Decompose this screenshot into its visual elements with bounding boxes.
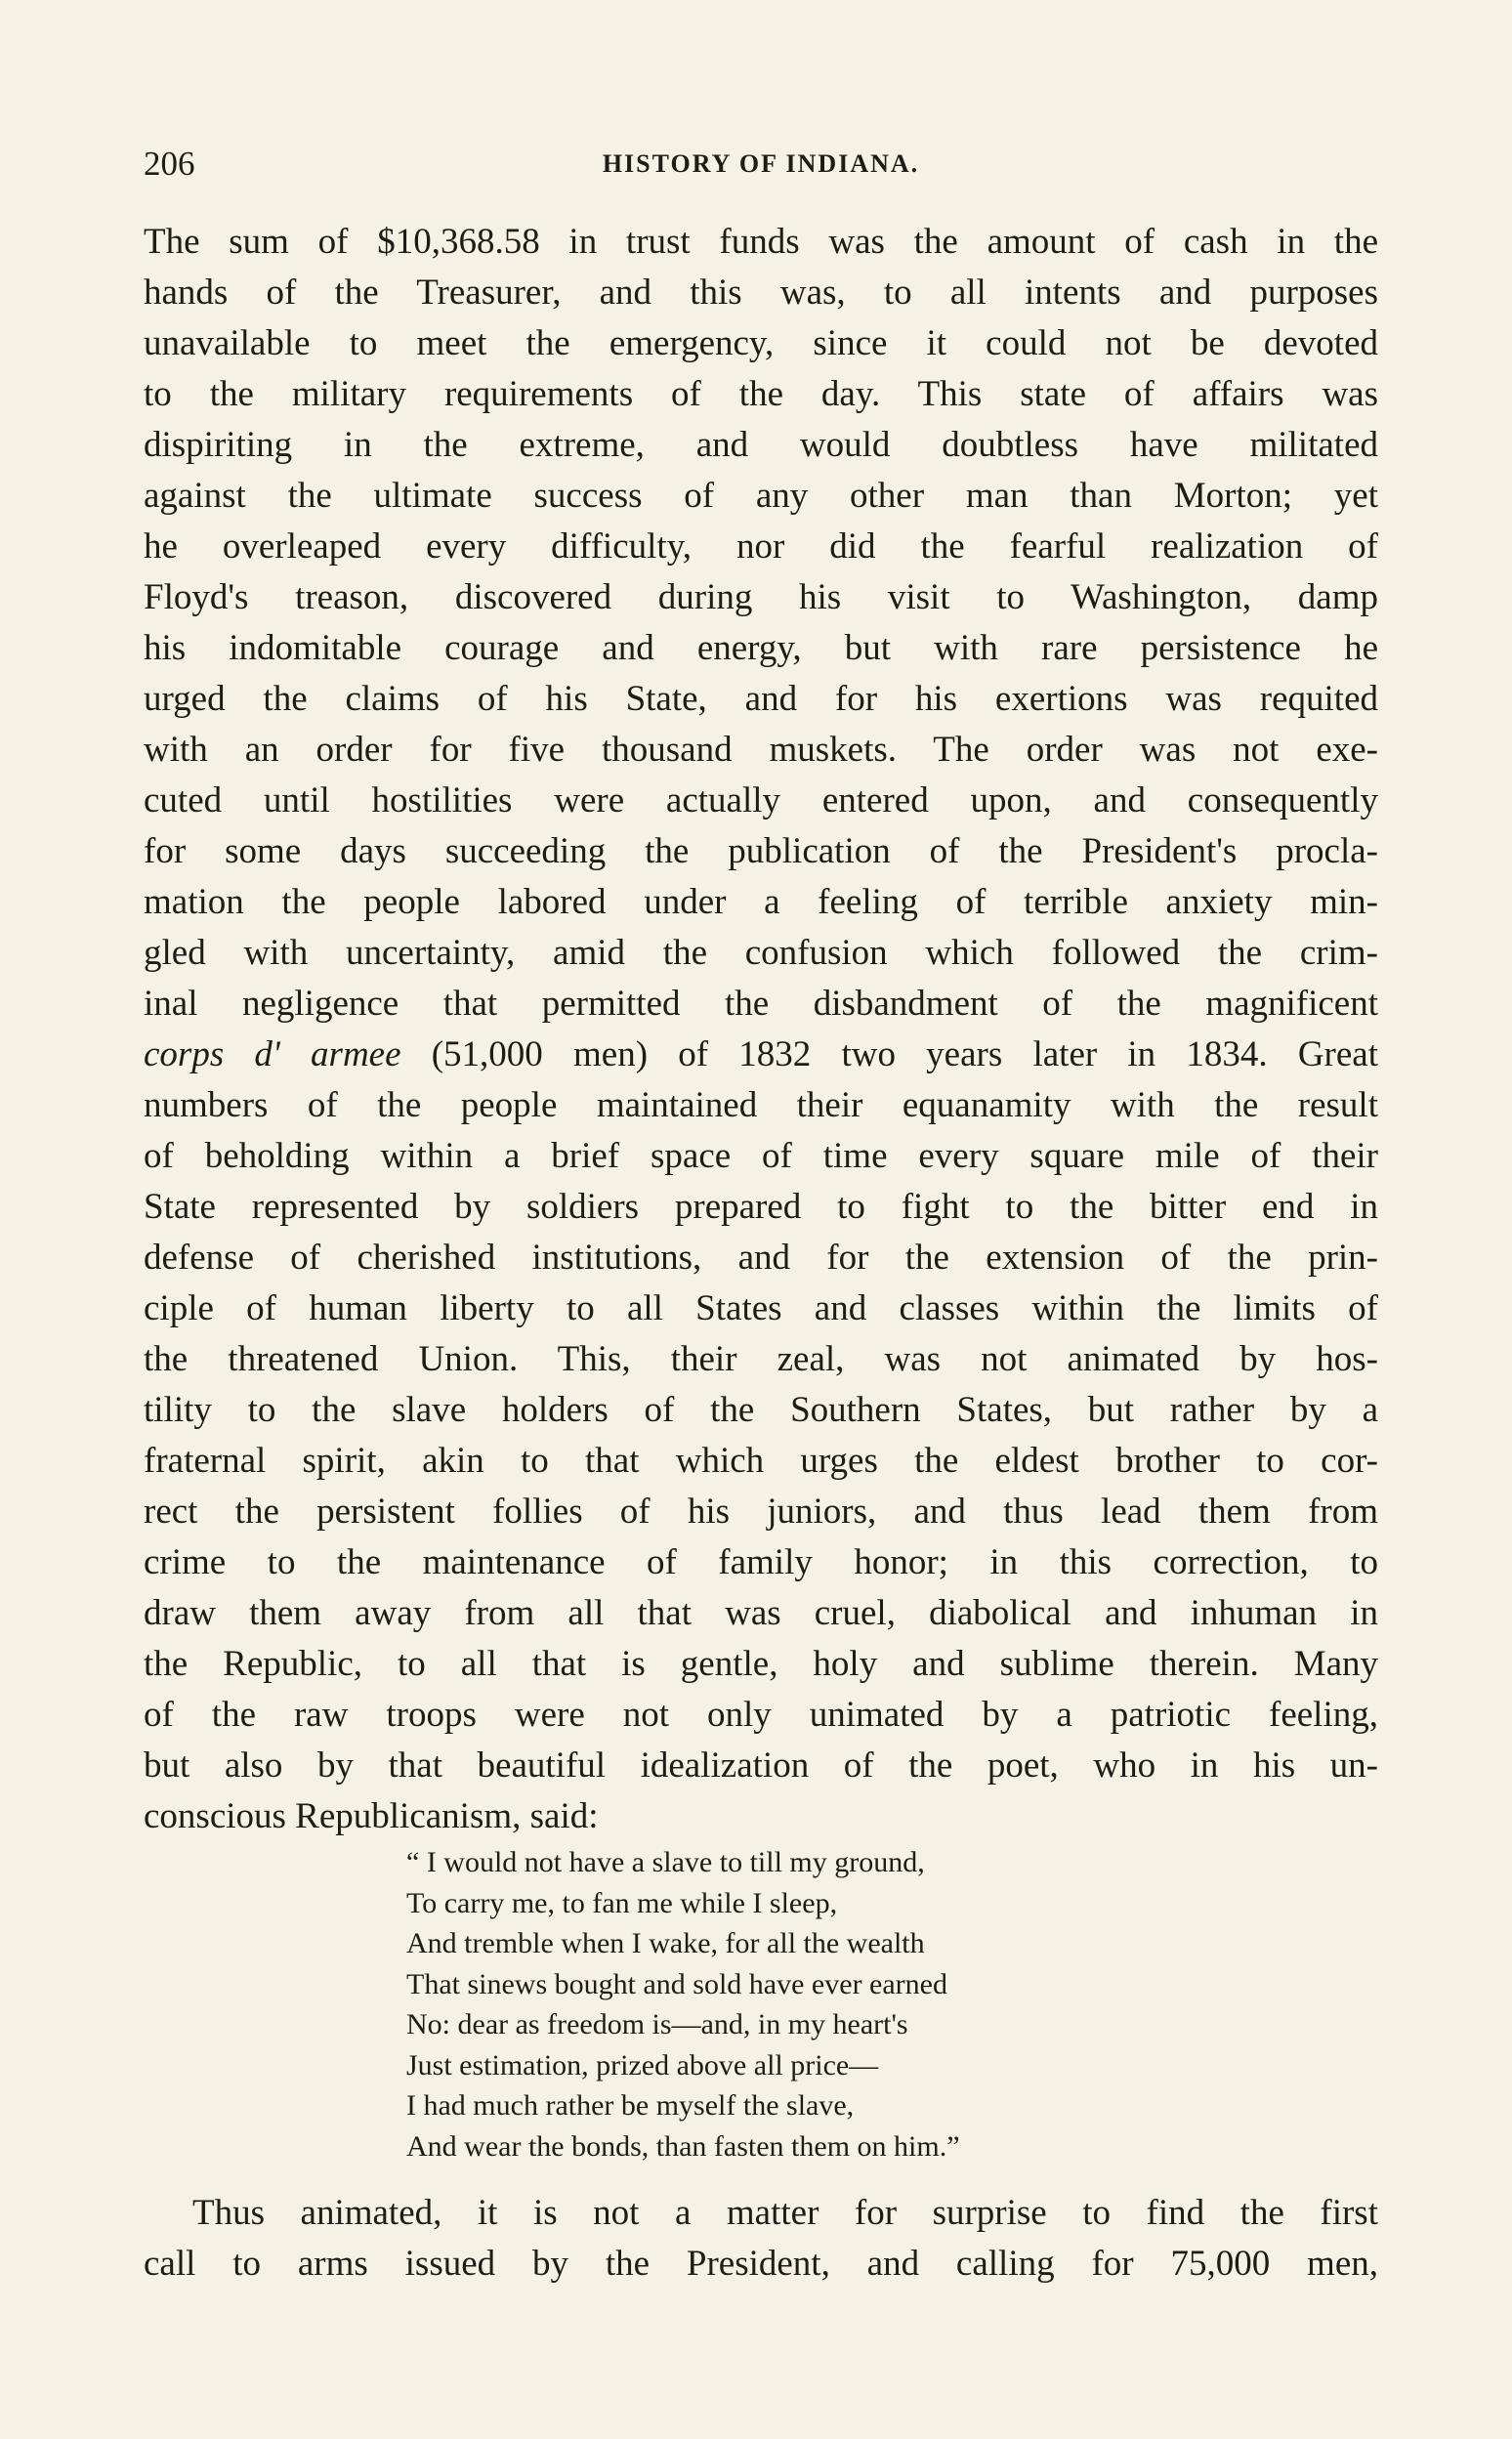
poem-line: And wear the bonds, than fasten them on him.”: [406, 2129, 960, 2163]
text-line: for some days succeeding the publication of the President's procla-: [144, 831, 1378, 871]
text-line: inal negligence that permitted the disbandment of the magnificent: [144, 984, 1378, 1024]
text-line: State represented by soldiers prepared to fight to the bitter end in: [144, 1187, 1378, 1227]
running-head: [144, 140, 1378, 189]
text-line-rest: (51,000 men) of 1832 two years later in 1834. Great: [431, 1034, 1378, 1074]
italic-phrase: corps d' armee: [144, 1034, 401, 1074]
poem-line: To carry me, to fan me while I sleep,: [406, 1886, 838, 1919]
text-line: the threatened Union. This, their zeal, was not animated by hos-: [144, 1339, 1378, 1379]
text-line: hands of the Treasurer, and this was, to all intents and purposes: [144, 273, 1378, 313]
text-line: rect the persistent follies of his juniors, and thus lead them from: [144, 1492, 1378, 1532]
text-line: against the ultimate success of any other man than Morton; yet: [144, 476, 1378, 516]
text-line: dispiriting in the extreme, and would doubtless have militated: [144, 425, 1378, 465]
poem-line: That sinews bought and sold have ever earned: [406, 1967, 947, 2000]
text-line: tility to the slave holders of the Southern States, but rather by a: [144, 1390, 1378, 1430]
text-line: to the military requirements of the day. This state of affairs was: [144, 374, 1378, 414]
text-line: with an order for five thousand muskets. The order was not exe-: [144, 730, 1378, 770]
text-line: crime to the maintenance of family honor; in this correction, to: [144, 1542, 1378, 1582]
poem-line: Just estimation, prized above all price—: [406, 2048, 879, 2082]
text-line: cuted until hostilities were actually entered upon, and consequently: [144, 780, 1378, 820]
text-line: his indomitable courage and energy, but with rare persistence he: [144, 628, 1378, 668]
text-line: Floyd's treason, discovered during his visit to Washington, damp: [144, 577, 1378, 617]
text-line: mation the people labored under a feeling of terrible anxiety min-: [144, 882, 1378, 922]
text-line: urged the claims of his State, and for his exertions was requited: [144, 679, 1378, 719]
text-line: call to arms issued by the President, and calling for 75,000 men,: [144, 2244, 1378, 2284]
text-line: gled with uncertainty, amid the confusion which followed the crim-: [144, 933, 1378, 973]
text-line-with-italic: [144, 1030, 1378, 1080]
text-line: he overleaped every difficulty, nor did the fearful realization of: [144, 526, 1378, 567]
text-line: Thus animated, it is not a matter for surprise to find the first: [192, 2193, 1378, 2233]
poem-line: I had much rather be myself the slave,: [406, 2089, 855, 2122]
text-line: of beholding within a brief space of time every square mile of their: [144, 1136, 1378, 1176]
text-line: but also by that beautiful idealization of the poet, who in his un-: [144, 1745, 1378, 1786]
page-number: 206: [144, 145, 195, 183]
paragraph-1: [144, 217, 1378, 1842]
poem-quotation: [406, 1842, 1168, 2166]
text-line: unavailable to meet the emergency, since it could not be devoted: [144, 323, 1378, 363]
poem-line: “ I would not have a slave to till my ground,: [406, 1846, 925, 1878]
text-line: ciple of human liberty to all States and classes within the limits of: [144, 1288, 1378, 1328]
poem-line: And tremble when I wake, for all the wealth: [406, 1927, 925, 1959]
text-line: numbers of the people maintained their equanamity with the result: [144, 1085, 1378, 1125]
running-title: HISTORY OF INDIANA.: [602, 149, 920, 178]
text-line: conscious Republicanism, said:: [144, 1796, 599, 1836]
text-line: the Republic, to all that is gentle, holy and sublime therein. Many: [144, 1644, 1378, 1684]
paragraph-2: [144, 2188, 1378, 2290]
text-line: defense of cherished institutions, and for the extension of the prin-: [144, 1238, 1378, 1278]
poem-line: No: dear as freedom is—and, in my heart's: [406, 2008, 908, 2040]
text-line: fraternal spirit, akin to that which urges the eldest brother to cor-: [144, 1441, 1378, 1481]
text-line: of the raw troops were not only unimated by a patriotic feeling,: [144, 1695, 1378, 1735]
text-line: draw them away from all that was cruel, diabolical and inhuman in: [144, 1593, 1378, 1633]
text-line: The sum of $10,368.58 in trust funds was the amount of cash in the: [144, 222, 1378, 262]
